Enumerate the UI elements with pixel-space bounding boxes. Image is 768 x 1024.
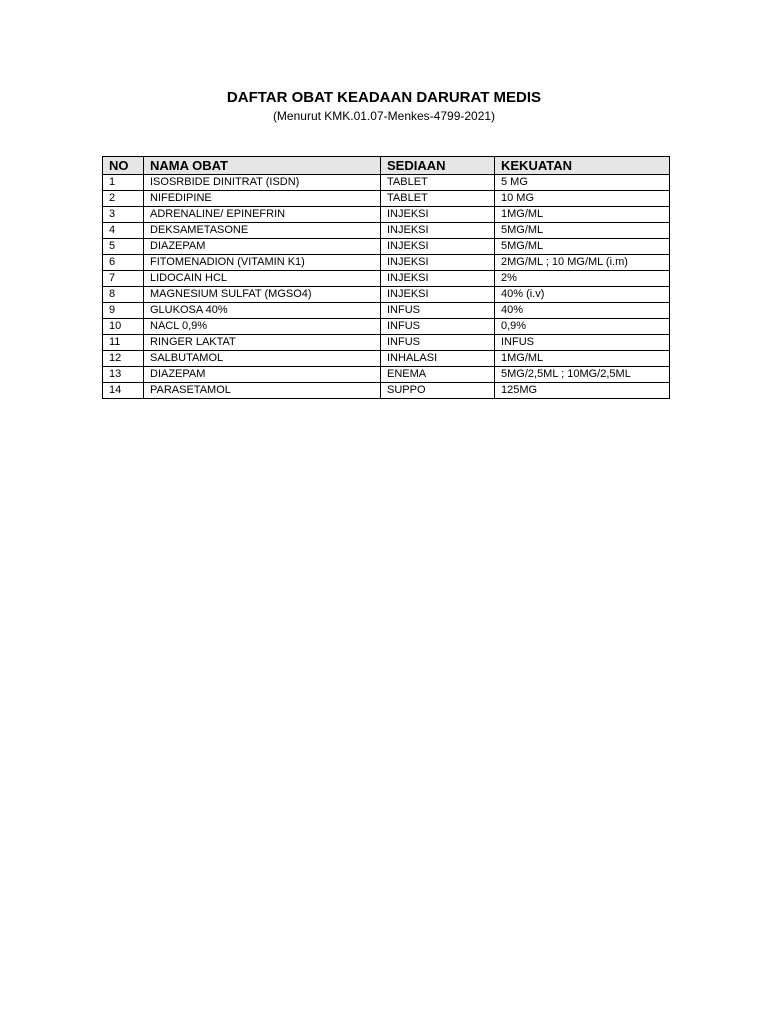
table-row bbox=[103, 367, 670, 383]
cell-nama-obat: DIAZEPAM bbox=[144, 239, 381, 255]
cell-nama-obat: FITOMENADION (VITAMIN K1) bbox=[144, 255, 381, 271]
cell-sediaan: INFUS bbox=[381, 303, 495, 319]
header-kekuatan: KEKUATAN bbox=[495, 157, 670, 175]
header-no: NO bbox=[103, 157, 144, 175]
table-row bbox=[103, 383, 670, 399]
cell-kekuatan: 5MG/2,5ML ; 10MG/2,5ML bbox=[495, 367, 670, 383]
cell-nama-obat: ISOSRBIDE DINITRAT (ISDN) bbox=[144, 175, 381, 191]
cell-kekuatan: 5 MG bbox=[495, 175, 670, 191]
table-row bbox=[103, 223, 670, 239]
cell-kekuatan: 5MG/ML bbox=[495, 223, 670, 239]
cell-no: 3 bbox=[103, 207, 144, 223]
table-row bbox=[103, 207, 670, 223]
cell-nama-obat: LIDOCAIN HCL bbox=[144, 271, 381, 287]
document-title: DAFTAR OBAT KEADAAN DARURAT MEDIS bbox=[226, 89, 542, 106]
cell-no: 6 bbox=[103, 255, 144, 271]
cell-kekuatan: 125MG bbox=[495, 383, 670, 399]
cell-no: 7 bbox=[103, 271, 144, 287]
cell-no: 12 bbox=[103, 351, 144, 367]
cell-nama-obat: NACL 0,9% bbox=[144, 319, 381, 335]
cell-sediaan: INJEKSI bbox=[381, 271, 495, 287]
table-row bbox=[103, 175, 670, 191]
cell-kekuatan: 5MG/ML bbox=[495, 239, 670, 255]
table-row bbox=[103, 319, 670, 335]
cell-sediaan: ENEMA bbox=[381, 367, 495, 383]
cell-kekuatan: 10 MG bbox=[495, 191, 670, 207]
cell-kekuatan: 40% (i.v) bbox=[495, 287, 670, 303]
cell-sediaan: SUPPO bbox=[381, 383, 495, 399]
cell-no: 13 bbox=[103, 367, 144, 383]
cell-sediaan: INFUS bbox=[381, 319, 495, 335]
cell-kekuatan: 1MG/ML bbox=[495, 207, 670, 223]
table-header-row bbox=[103, 157, 670, 175]
cell-nama-obat: RINGER LAKTAT bbox=[144, 335, 381, 351]
cell-nama-obat: SALBUTAMOL bbox=[144, 351, 381, 367]
drug-table bbox=[102, 156, 670, 399]
cell-no: 9 bbox=[103, 303, 144, 319]
cell-no: 14 bbox=[103, 383, 144, 399]
cell-nama-obat: NIFEDIPINE bbox=[144, 191, 381, 207]
cell-kekuatan: 0,9% bbox=[495, 319, 670, 335]
table-row bbox=[103, 351, 670, 367]
table-row bbox=[103, 271, 670, 287]
cell-kekuatan: INFUS bbox=[495, 335, 670, 351]
cell-sediaan: INJEKSI bbox=[381, 287, 495, 303]
cell-no: 1 bbox=[103, 175, 144, 191]
table-row bbox=[103, 239, 670, 255]
table-row bbox=[103, 191, 670, 207]
cell-kekuatan: 40% bbox=[495, 303, 670, 319]
header-nama-obat: NAMA OBAT bbox=[144, 157, 381, 175]
cell-sediaan: TABLET bbox=[381, 175, 495, 191]
cell-sediaan: INJEKSI bbox=[381, 207, 495, 223]
cell-nama-obat: DIAZEPAM bbox=[144, 367, 381, 383]
document-subtitle: (Menurut KMK.01.07-Menkes-4799-2021) bbox=[272, 109, 496, 123]
cell-no: 11 bbox=[103, 335, 144, 351]
cell-kekuatan: 2% bbox=[495, 271, 670, 287]
cell-no: 5 bbox=[103, 239, 144, 255]
cell-no: 4 bbox=[103, 223, 144, 239]
cell-sediaan: INJEKSI bbox=[381, 223, 495, 239]
cell-nama-obat: MAGNESIUM SULFAT (MGSO4) bbox=[144, 287, 381, 303]
cell-nama-obat: PARASETAMOL bbox=[144, 383, 381, 399]
table-row bbox=[103, 287, 670, 303]
cell-sediaan: INJEKSI bbox=[381, 255, 495, 271]
cell-nama-obat: GLUKOSA 40% bbox=[144, 303, 381, 319]
cell-no: 2 bbox=[103, 191, 144, 207]
cell-sediaan: INFUS bbox=[381, 335, 495, 351]
table-row bbox=[103, 303, 670, 319]
cell-kekuatan: 2MG/ML ; 10 MG/ML (i.m) bbox=[495, 255, 670, 271]
cell-sediaan: INHALASI bbox=[381, 351, 495, 367]
cell-nama-obat: DEKSAMETASONE bbox=[144, 223, 381, 239]
cell-sediaan: INJEKSI bbox=[381, 239, 495, 255]
cell-no: 10 bbox=[103, 319, 144, 335]
cell-sediaan: TABLET bbox=[381, 191, 495, 207]
table-row bbox=[103, 255, 670, 271]
header-sediaan: SEDIAAN bbox=[381, 157, 495, 175]
cell-no: 8 bbox=[103, 287, 144, 303]
cell-nama-obat: ADRENALINE/ EPINEFRIN bbox=[144, 207, 381, 223]
table-row bbox=[103, 335, 670, 351]
cell-kekuatan: 1MG/ML bbox=[495, 351, 670, 367]
